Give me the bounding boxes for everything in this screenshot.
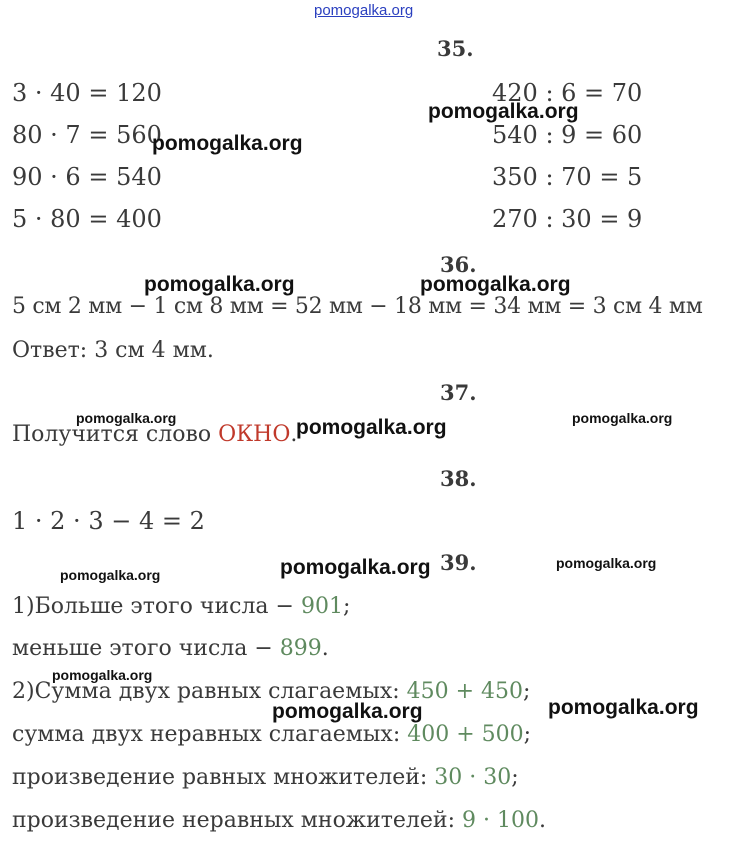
task-37-period: . xyxy=(290,422,298,447)
task-39-number: 39. xyxy=(440,550,477,575)
task-35-left-4: 5 · 80 = 400 xyxy=(12,205,162,233)
watermark: pomogalka.org xyxy=(428,100,579,123)
task-39-line-4-value: 400 + 500 xyxy=(407,722,524,747)
task-39-line-4-end: ; xyxy=(523,722,532,747)
watermark: pomogalka.org xyxy=(76,410,177,426)
task-39-line-3-end: ; xyxy=(523,679,531,704)
task-39-line-5-value: 30 · 30 xyxy=(434,765,512,790)
watermark: pomogalka.org xyxy=(152,132,303,155)
task-39-line-5 xyxy=(12,763,519,793)
task-39-line-2-value: 899 xyxy=(279,636,322,661)
watermark: pomogalka.org xyxy=(572,410,673,426)
task-35-right-3: 350 : 70 = 5 xyxy=(492,163,643,191)
task-39-line-4-label: сумма двух неравных слагаемых: xyxy=(12,722,408,747)
task-35-right-4: 270 : 30 = 9 xyxy=(492,205,643,233)
task-39-line-6-value: 9 · 100 xyxy=(461,808,539,833)
task-39-line-3-value: 450 + 450 xyxy=(406,679,524,704)
task-39-line-3-label: 2)Сумма двух равных слагаемых: xyxy=(12,679,407,704)
watermark: pomogalka.org xyxy=(272,700,423,723)
task-39-line-2-label: меньше этого числа − xyxy=(12,636,280,661)
watermark: pomogalka.org xyxy=(548,696,699,719)
watermark: pomogalka.org xyxy=(144,273,295,296)
task-39-line-5-end: ; xyxy=(511,765,519,790)
task-37-text: Получится слово xyxy=(12,422,219,447)
task-39-line-1-value: 901 xyxy=(300,594,343,619)
task-35-left-3: 90 · 6 = 540 xyxy=(12,163,162,191)
task-39-line-5-label: произведение равных множителей: xyxy=(12,765,435,790)
task-39-line-1 xyxy=(12,592,350,622)
task-37-number: 37. xyxy=(440,380,477,405)
watermark: pomogalka.org xyxy=(280,556,431,579)
watermark: pomogalka.org xyxy=(420,273,571,296)
task-39-line-6-label: произведение неравных множителей: xyxy=(12,808,462,833)
task-35-left-2: 80 · 7 = 560 xyxy=(12,121,162,149)
task-37-word: ОКНО xyxy=(218,422,291,447)
watermark: pomogalka.org xyxy=(52,667,153,683)
task-35-right-1: 420 : 6 = 70 xyxy=(492,79,643,107)
task-35-number: 35. xyxy=(437,36,474,61)
task-39-line-2-end: . xyxy=(321,636,329,661)
task-36-expression: 5 см 2 мм − 1 см 8 мм = 52 мм − 18 мм = 34 мм = 3 см 4 мм xyxy=(12,294,703,319)
task-38-number: 38. xyxy=(440,466,477,491)
task-39-line-6-end: . xyxy=(538,808,546,833)
task-35-left-1: 3 · 40 = 120 xyxy=(12,79,162,107)
watermark: pomogalka.org xyxy=(296,416,447,439)
task-39-line-1-label: 1)Больше этого числа − xyxy=(12,594,301,619)
task-38-expression: 1 · 2 · 3 − 4 = 2 xyxy=(12,507,205,535)
header-watermark-link[interactable]: pomogalka.org xyxy=(314,2,414,19)
task-39-line-2 xyxy=(12,634,329,664)
watermark: pomogalka.org xyxy=(60,567,161,583)
task-35-right-2: 540 : 9 = 60 xyxy=(492,121,643,149)
watermark: pomogalka.org xyxy=(556,555,657,571)
task-39-line-6 xyxy=(12,806,546,836)
task-39-line-1-end: ; xyxy=(342,594,351,619)
task-39-line-4 xyxy=(12,720,531,750)
task-36-answer: Ответ: 3 см 4 мм. xyxy=(12,338,214,363)
task-36-number: 36. xyxy=(440,252,477,277)
